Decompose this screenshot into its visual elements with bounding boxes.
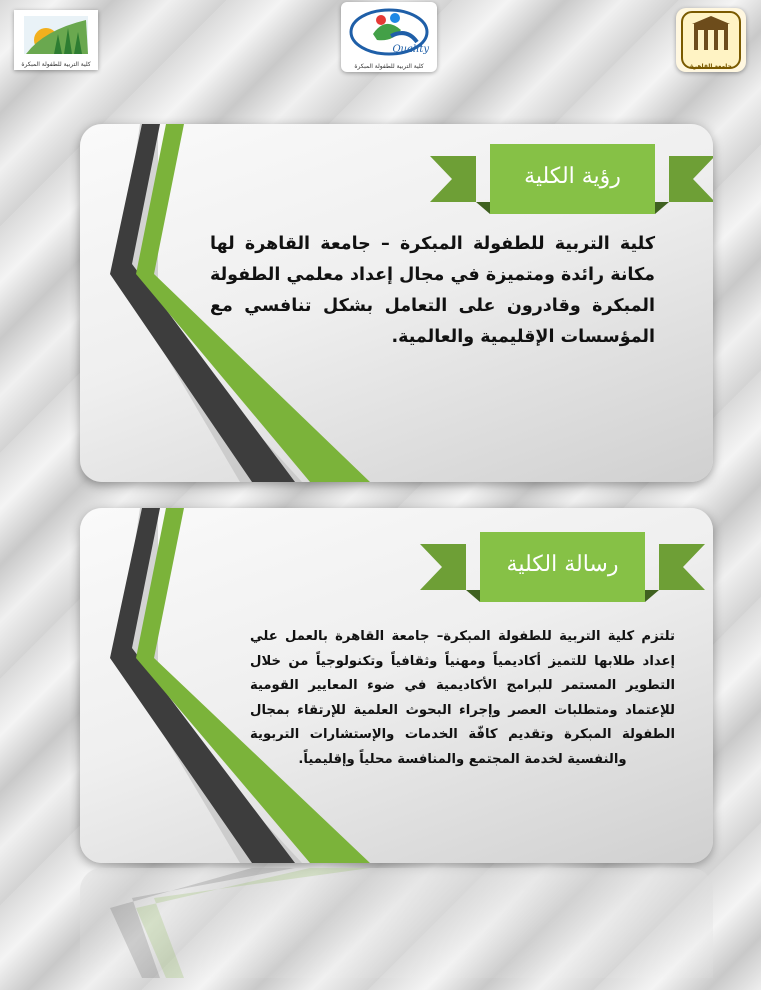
faculty-logo xyxy=(14,10,98,70)
vision-text: كلية التربية للطفولة المبكرة – جامعة القاهرة لها مكانة رائدة ومتميزة في مجال إعداد معلمي الطفولة المبكرة وقادرون على التعامل بشكل تنافسي مع المؤسسات الإقليمية والعالمية. xyxy=(210,234,655,347)
right-logo-caption: جامعة القاهرة xyxy=(690,63,732,70)
vision-title: رؤية الكلية xyxy=(524,164,621,189)
card-reflection xyxy=(80,868,713,978)
vision-card xyxy=(80,124,713,482)
reflection-stripes xyxy=(80,868,713,978)
mission-ribbon xyxy=(420,526,705,616)
university-logo xyxy=(676,8,746,72)
vision-ribbon xyxy=(430,138,713,228)
center-logo-caption: كلية التربية للطفولة المبكرة xyxy=(354,63,424,70)
mission-card xyxy=(80,508,713,863)
quality-brand-text: Quality xyxy=(392,44,429,55)
quality-emblem-icon xyxy=(341,2,437,72)
mission-text: تلتزم كلية التربية للطفولة المبكرة– جامعة القاهرة بالعمل علي إعداد طلابها للتميز أكاديمياً ومهنياً وثقافياً وتكنولوجياً من خلال التطوير المستمر للبرامج الأكاديمية في ضوء المعايير القومية للإعتماد ومتطلبات العصر وإجراء البحوث العلمية للإرتقاء بمجال الطفولة المبكرة وتقديم كافّة الخدمات والإستشارات التربوية والنفسية لخدمة المجتمع والمنافسة محلياً وإقليمياً. xyxy=(250,629,675,767)
left-logo-caption: كلية التربية للطفولة المبكرة xyxy=(21,61,91,68)
mission-title: رسالة الكلية xyxy=(506,552,619,577)
quality-logo xyxy=(341,2,437,72)
